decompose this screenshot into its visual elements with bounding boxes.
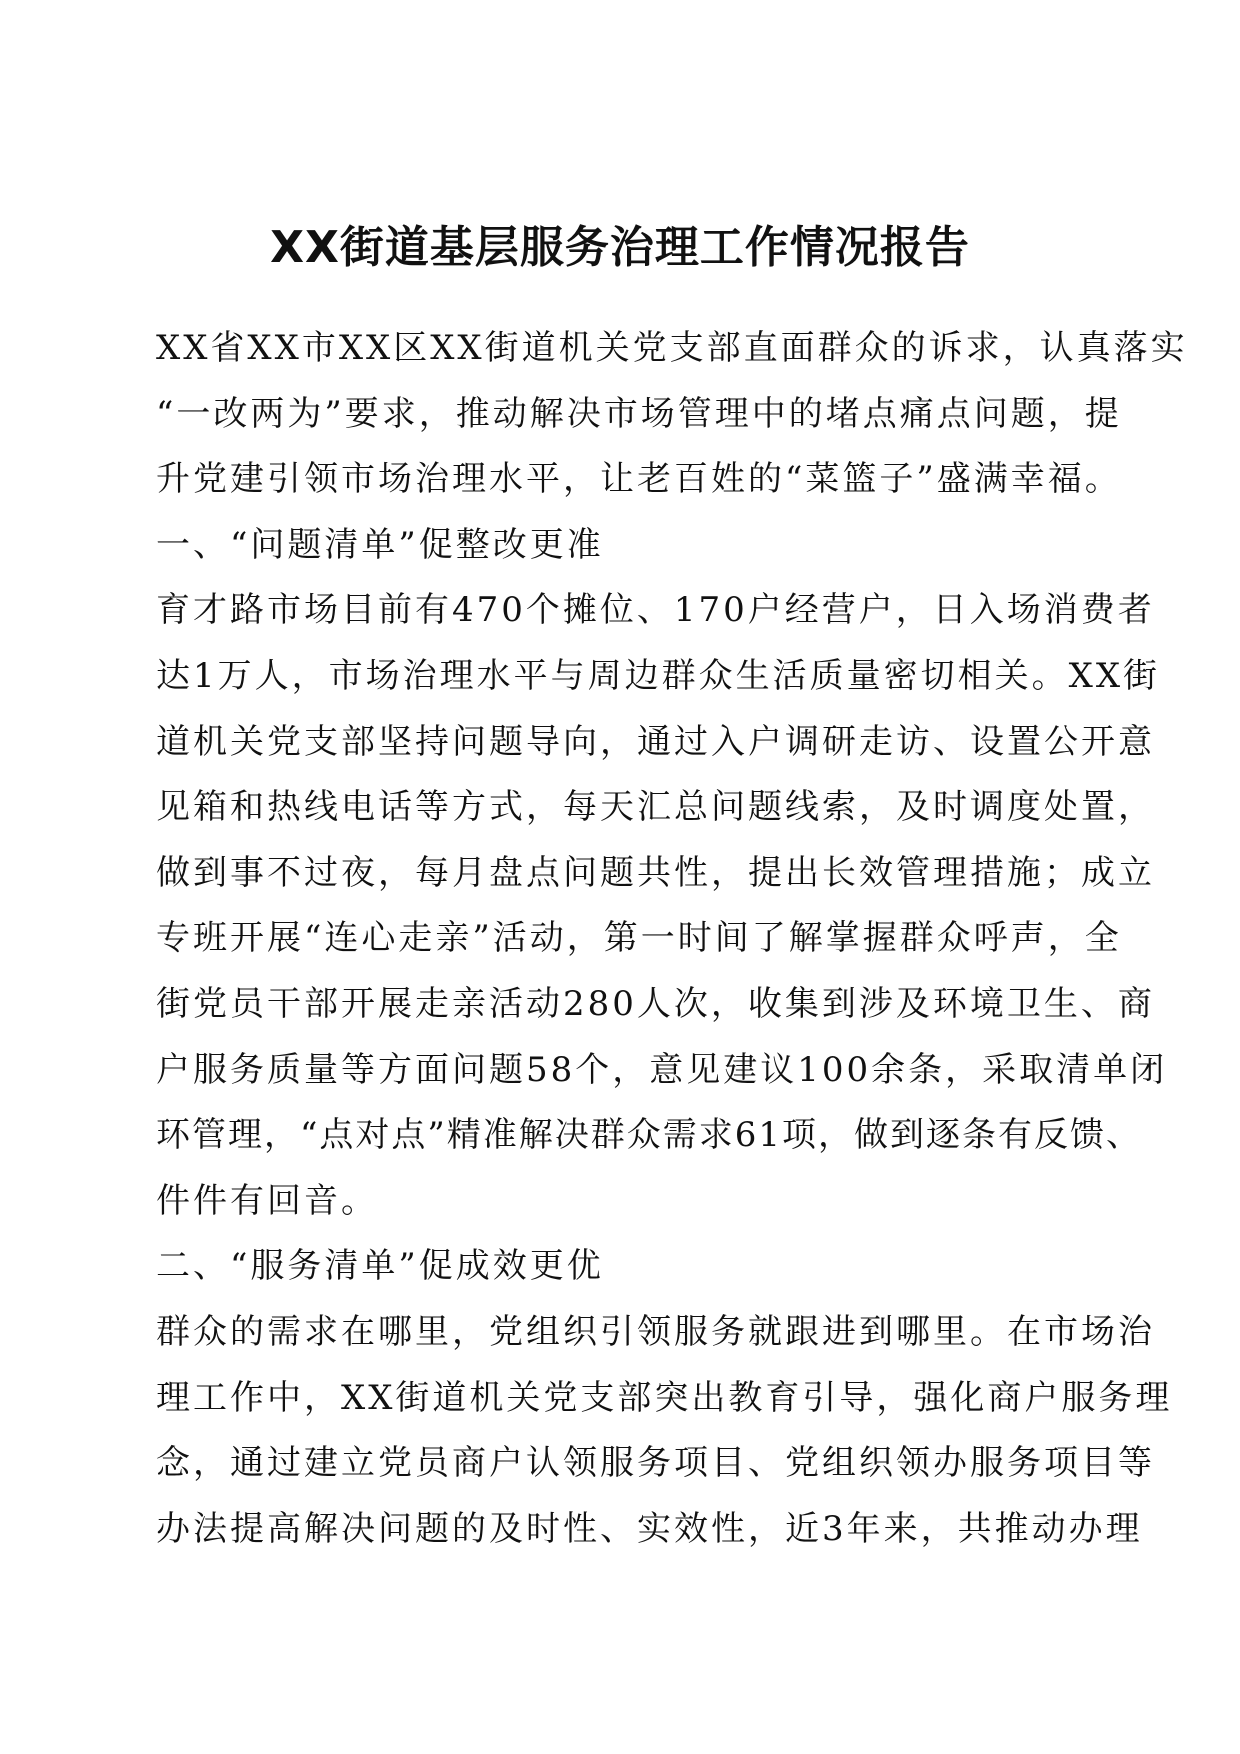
- body-line-18: 念，通过建立党员商户认领服务项目、党组织领办服务项目等: [156, 1443, 1155, 1484]
- body-line-7: 道机关党支部坚持问题导向，通过入户调研走访、设置公开意: [156, 721, 1155, 762]
- body-line-9: 做到事不过夜，每月盘点问题共性，提出长效管理措施；成立: [156, 852, 1155, 893]
- body-line-8: 见箱和热线电话等方式，每天汇总问题线索，及时调度处置，: [156, 787, 1155, 828]
- section-heading-1: 一、“问题清单”促整改更准: [156, 524, 604, 565]
- body-line-19: 办法提高解决问题的及时性、实效性，近3年来，共推动办理: [156, 1508, 1143, 1549]
- document-body: [156, 316, 1188, 1562]
- body-line-13: 环管理，“点对点”精准解决群众需求61项，做到逐条有反馈、: [156, 1115, 1143, 1156]
- body-line-3: 升党建引领市场治理水平，让老百姓的“菜篮子”盛满幸福。: [156, 459, 1122, 500]
- section-heading-2: 二、“服务清单”促成效更优: [156, 1246, 604, 1287]
- body-line-10: 专班开展“连心走亲”活动，第一时间了解掌握群众呼声，全: [156, 918, 1122, 959]
- document-title: XX街道基层服务治理工作情况报告: [270, 222, 970, 273]
- body-line-16: 群众的需求在哪里，党组织引领服务就跟进到哪里。在市场治: [156, 1311, 1155, 1352]
- body-line-2: “一改两为”要求，推动解决市场管理中的堵点痛点问题，提: [156, 393, 1122, 434]
- body-line-12: 户服务质量等方面问题58个，意见建议100余条，采取清单闭: [156, 1049, 1168, 1090]
- body-line-14: 件件有回音。: [156, 1180, 378, 1221]
- body-line-11: 街党员干部开展走亲活动280人次，收集到涉及环境卫生、商: [156, 983, 1155, 1024]
- body-line-17: 理工作中，XX街道机关党支部突出教育引导，强化商户服务理: [156, 1377, 1173, 1418]
- body-line-5: 育才路市场目前有470个摊位、170户经营户，日入场消费者: [156, 590, 1155, 631]
- body-line-1: XX省XX市XX区XX街道机关党支部直面群众的诉求，认真落实: [156, 328, 1188, 368]
- body-line-6: 达1万人，市场治理水平与周边群众生活质量密切相关。XX街: [156, 655, 1161, 696]
